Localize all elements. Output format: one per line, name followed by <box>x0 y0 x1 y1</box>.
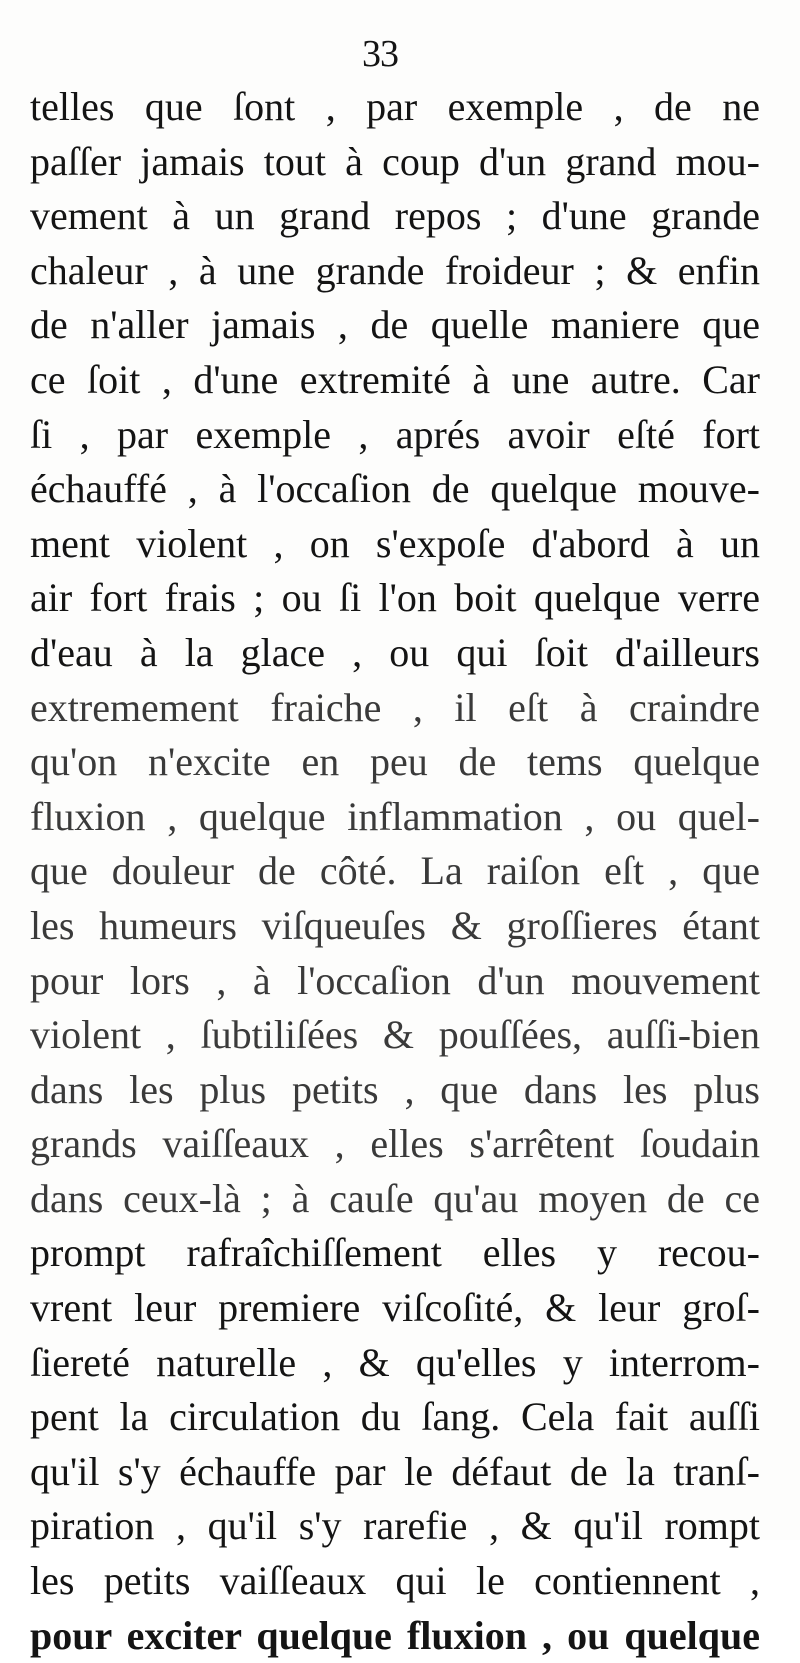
text-line: ce ſoit , d'une extremité à une autre. Car <box>30 356 760 402</box>
text-line: piration , qu'il s'y rarefie , & qu'il rompt <box>30 1503 760 1549</box>
text-line: grands vaiſſeaux , elles s'arrêtent ſoudain <box>30 1121 760 1167</box>
text-line: pour exciter quelque fluxion , ou quelque <box>30 1612 760 1658</box>
text-line: paſſer jamais tout à coup d'un grand mou- <box>30 138 760 184</box>
text-line: ſi , par exemple , aprés avoir eſté fort <box>30 411 760 457</box>
text-line: qu'il s'y échauffe par le défaut de la tranſ- <box>30 1448 760 1494</box>
text-line: qu'on n'excite en peu de tems quelque <box>30 739 760 785</box>
text-line: échauffé , à l'occaſion de quelque mouve- <box>30 466 760 512</box>
text-line: fluxion , quelque inflammation , ou quel- <box>30 793 760 839</box>
text-line: vrent leur premiere viſcoſité, & leur groſ- <box>30 1285 760 1331</box>
text-line: pour lors , à l'occaſion d'un mouvement <box>30 957 760 1003</box>
page-number: 33 <box>362 33 398 75</box>
text-line: prompt rafraîchiſſement elles y recou- <box>30 1230 760 1276</box>
text-line: de n'aller jamais , de quelle maniere que <box>30 302 760 348</box>
text-line: dans ceux-là ; à cauſe qu'au moyen de ce <box>30 1175 760 1221</box>
text-line: les humeurs viſqueuſes & groſſieres étant <box>30 902 760 948</box>
text-line: les petits vaiſſeaux qui le contiennent , <box>30 1558 760 1604</box>
text-line: extremement fraiche , il eſt à craindre <box>30 684 760 730</box>
text-line: air fort frais ; ou ſi l'on boit quelque verre <box>30 575 760 621</box>
text-line: telles que ſont , par exemple , de ne <box>30 84 760 129</box>
text-line: ment violent , on s'expoſe d'abord à un <box>30 520 760 566</box>
text-line: ſiereté naturelle , & qu'elles y interrom- <box>30 1339 760 1385</box>
text-line: violent , ſubtiliſées & pouſſées, auſſi-bien <box>30 1012 760 1058</box>
text-line: chaleur , à une grande froideur ; & enfin <box>30 247 760 293</box>
text-line: dans les plus petits , que dans les plus <box>30 1066 760 1112</box>
text-line: pent la circulation du ſang. Cela fait auſſi <box>30 1394 760 1440</box>
text-line: d'eau à la glace , ou qui ſoit d'ailleurs <box>30 629 760 675</box>
text-line: vement à un grand repos ; d'une grande <box>30 193 760 239</box>
body-text <box>30 80 760 1663</box>
text-line: que douleur de côté. La raiſon eſt , que <box>30 848 760 894</box>
